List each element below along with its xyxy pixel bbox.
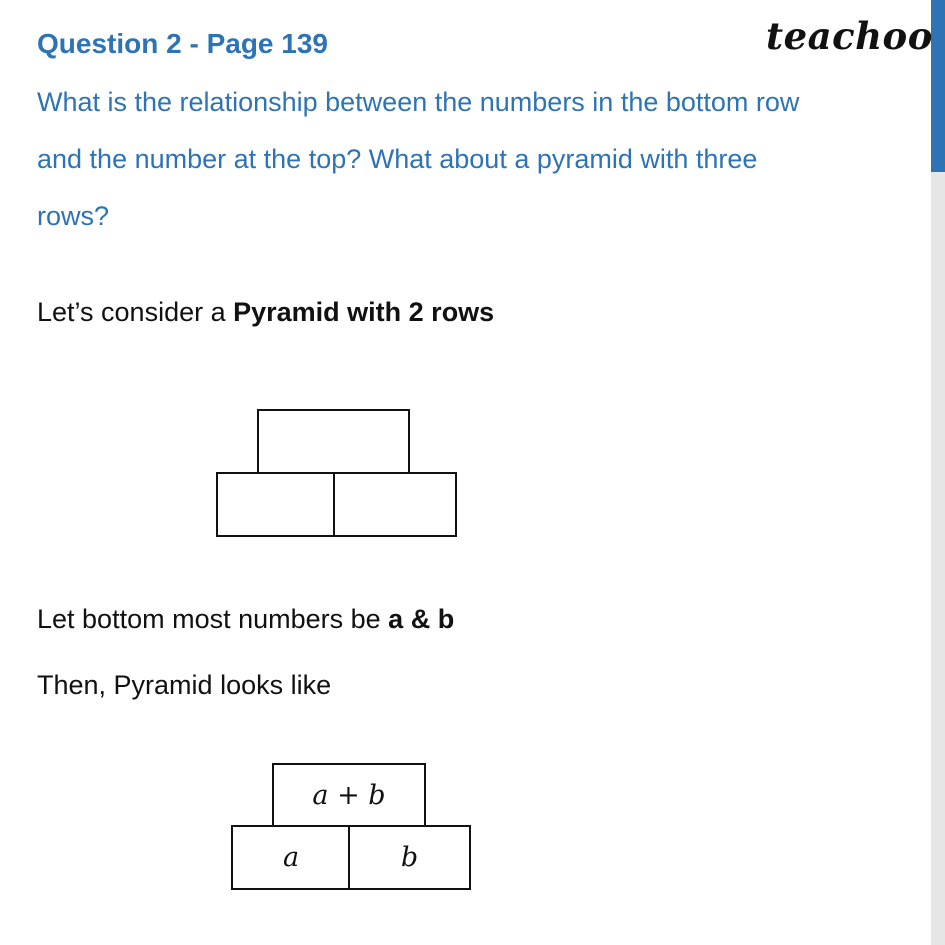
consider-line	[37, 297, 494, 328]
side-scrollbar-thumb[interactable]	[931, 0, 945, 172]
filled-bottom-left-box: a	[231, 825, 351, 890]
let-prefix: Let bottom most numbers be	[37, 604, 389, 634]
page-title: Question 2 - Page 139	[37, 28, 328, 59]
filled-top-box: a + b	[272, 763, 426, 828]
let-bold: a & b	[388, 604, 455, 634]
let-line	[37, 604, 454, 635]
question-line-3: rows?	[37, 201, 110, 231]
filled-bottom-right-box: b	[348, 825, 471, 890]
consider-bold: Pyramid with 2 rows	[233, 297, 495, 327]
empty-top-box	[257, 409, 410, 474]
then-line: Then, Pyramid looks like	[37, 670, 332, 700]
question-line-1: What is the relationship between the numbers in the bottom row	[37, 87, 800, 117]
empty-bottom-right-box	[333, 472, 457, 537]
question-line-2: and the number at the top? What about a pyramid with three	[37, 144, 758, 174]
empty-bottom-left-box	[216, 472, 336, 537]
consider-prefix: Let’s consider a	[37, 297, 234, 327]
side-scrollbar-track[interactable]	[931, 0, 945, 945]
brand-logo: teachoo	[766, 14, 933, 58]
